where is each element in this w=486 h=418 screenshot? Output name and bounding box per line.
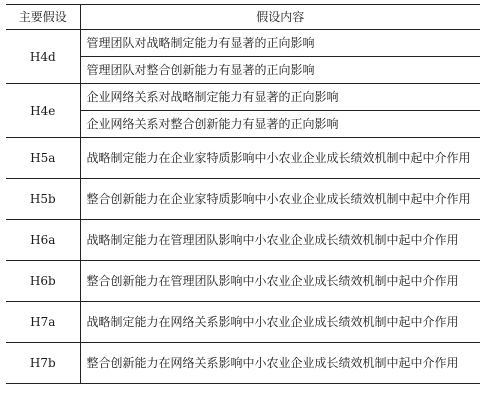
header-main-hypothesis: 主要假设 [6, 5, 80, 30]
hypothesis-text: 整合创新能力在管理团队影响中小农业企业成长绩效机制中起中介作用 [80, 261, 480, 302]
hypothesis-id: H7a [6, 302, 80, 343]
table-row [6, 138, 480, 179]
hypothesis-id: H7b [6, 343, 80, 384]
table-row [6, 84, 480, 111]
table-row [6, 302, 480, 343]
table-row [6, 343, 480, 384]
table-row [6, 179, 480, 220]
table-row [6, 30, 480, 57]
header-hypothesis-content: 假设内容 [80, 5, 480, 30]
hypothesis-id: H6b [6, 261, 80, 302]
hypothesis-id: H6a [6, 220, 80, 261]
hypothesis-text: 企业网络关系对战略制定能力有显著的正向影响 [80, 84, 480, 111]
hypothesis-text: 整合创新能力在企业家特质影响中小农业企业成长绩效机制中起中介作用 [80, 179, 480, 220]
hypothesis-text: 战略制定能力在管理团队影响中小农业企业成长绩效机制中起中介作用 [80, 220, 480, 261]
hypothesis-text: 整合创新能力在网络关系影响中小农业企业成长绩效机制中起中介作用 [80, 343, 480, 384]
hypothesis-id: H4e [6, 84, 80, 138]
hypothesis-text: 企业网络关系对整合创新能力有显著的正向影响 [80, 111, 480, 138]
hypothesis-id: H4d [6, 30, 80, 84]
hypothesis-text: 管理团队对战略制定能力有显著的正向影响 [80, 30, 480, 57]
hypothesis-text: 战略制定能力在企业家特质影响中小农业企业成长绩效机制中起中介作用 [80, 138, 480, 179]
hypothesis-id: H5b [6, 179, 80, 220]
hypothesis-table [6, 4, 480, 384]
table-header-row [6, 5, 480, 30]
hypothesis-text: 管理团队对整合创新能力有显著的正向影响 [80, 57, 480, 84]
table-row [6, 220, 480, 261]
hypothesis-id: H5a [6, 138, 80, 179]
table-row [6, 261, 480, 302]
hypothesis-text: 战略制定能力在网络关系影响中小农业企业成长绩效机制中起中介作用 [80, 302, 480, 343]
